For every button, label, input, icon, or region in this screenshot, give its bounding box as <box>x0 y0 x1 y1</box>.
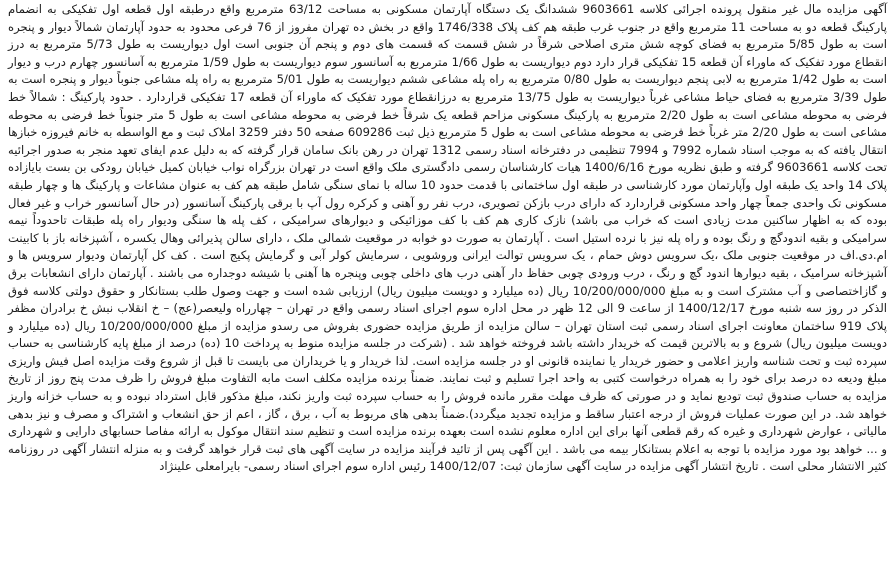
notice-body: آگهی مزایده مال غیر منقول پرونده اجرائی کلاسه 9603661 ششدانگ یک دستگاه آپارتمان مسکونی به مساحت 63/12 مترمربع واقع درطبقه اول قطعه اول تفکیکی به انضمام پارکینگ قطعه دو به مساحت 11 مترمربع واقع در جنوب غرب طبقه هم کف پلاک 1746/338 واقع در بخش ده تهران مفروز از 76 فرعی محدود به حدود آپارتمان شمالاً دیوار و پنجره است به طول 5/85 مترمربع به فضای کوچه شش متری اصلاحی شرقاً در شش قسمت که قسمت های دوم و پنجم آن جنوبی است اول دیواریست به طول 5/73 مترمربع به درز انقطاع مورد تفکیک که ماوراء آن قطعه 15 تفکیکی قرار دارد دوم دیواریست به طول 1/66 مترمربع به آسانسور سوم دیواریست به طول 1/59 مترمربع به آسانسور چهارم درب و دیوار است به طول 1/42 مترمربع به لابی پنجم دیواریست به طول 0/80 مترمربع به راه پله مشاعی ششم دیواریست به طول 5/01 مترمربع به راه پله مشاعی جنوباً دیوار و پنجره است به طول 3/39 مترمربع به فضای حیاط مشاعی غرباً دیواریست به طول 13/75 مترمربع به درزانقطاع مورد تفکیک که ماوراء آن قطعه 17 تفکیکی قراردارد . حدود پارکینگ : شمالاً خط فرضی به محوطه مشاعی است به طول 2/20 مترمربع به پارکینگ مسکونی مزاحم قطعه یک شرقاً خط فرضی به محوطه مشاعی است به طول 5 متر جنوباً خط فرضی به محوطه مشاعی است به طول 2/20 متر غرباً خط فرضی به محوطه مشاعی است به طول 5 مترمربع ذیل ثبت 609286 صفحه 50 دفتر 3259 املاک ثبت و مع الواسطه به خانم فیروزه خبازها انتقال یافته که به موجب اسناد شماره 7992 و 7994 تنظیمی در دفترخانه اسناد رسمی 1312 تهران در رهن بانک سامان قرار گرفته که به دلیل عدم ایفای تعهد منجر به صدور اجرائیه تحت کلاسه 9603661 گرفته و طبق نظریه مورخ 1400/6/16 هیات کارشناسان رسمی دادگستری ملک واقع است در تهران بزرگراه نواب خیابان کمیل خیابان رودکی بن بست بایازاده پلاک 14 واحد یک طبقه اول وآپارتمان مورد کارشناسی در طبقه اول ساختمانی با قدمت حدود 10 ساله با نمای سنگی شامل طبقه هم کف به عنوان مشاعات و پارکینگ ها و چهار طبقه مسکونی تک واحدی جمعاً چهار واحد مسکونی قراردارد که دارای درب بازکن تصویری، درب نفر رو آهنی و کرکره رول آپ با برقی پارکینگ آسانسور (در حال آسانسور خراب و غیر فعال بوده که به اظهار ساکنین مدت زیادی است که خراب می باشد) نازک کاری هم کف با کف موزائیکی و دیوارهای سرامیکی ، کف پله ها سنگی ودیوار راه پله طبقات تاحدوداً نیمه سرامیکی و بقیه اندودگچ و رنگ بوده و راه پله نیز با نرده استیل است . آپارتمان به صورت دو خوابه در موقعیت شمالی ملک ، دارای سالن پذیرائی وهال یکسره ، آشپزخانه باز با کابینت ام.دی.اف در موقعیت جنوبی ملک ،یک سرویس دوش حمام ، یک سرویس توالت ایرانی وروشویی ، سرمایش کولر آبی و گرمایش پکیج است . کف کل آپارتمان ودیوار سرویس ها و آشپزخانه سرامیک ، بقیه دیوارها اندود گچ و رنگ ، درب ورودی چوبی حفاظ دار آهنی درب های داخلی چوبی وپنجره ها آهنی با شیشه دوجداره می باشند . آپارتمان دارای انشعابات برق و گازاختصاصی و آب مشترک است و به مبلغ 10/200/000/000 ریال (ده میلیارد و دویست میلیون ریال) ارزیابی شده است و جهت وصول طلب بستانکار و حقوق دولتی کلاسه فوق الذکر در روز سه شنبه مورخ 1400/12/17 از ساعت 9 الی 12 ظهر در محل اداره سوم اجرای اسناد رسمی واقع در تهران – چهارراه ولیعصر(عج) – خ انقلاب نبش خ برادران مظفر پلاک 919 ساختمان معاونت اجرای اسناد رسمی ثبت استان تهران – سالن مزایده از طریق مزایده حضوری بفروش می رسدو مزایده از مبلغ 10/200/000/000 ریال (ده میلیارد و دویست میلیون ریال) شروع و به بالاترین قیمت که خریدار داشته باشد فروخته خواهد شد . (شرکت در جلسه مزایده منوط به پرداخت 10 (ده) درصد از مبلغ پایه کارشناسی به حساب سپرده ثبت و تحت شناسه واریز اعلامی و حضور خریدار یا نماینده قانونی او در جلسه مزایده است. لذا خریدار و یا خریداران می بایست تا قبل از شروع وقت مزایده اصل فیش واریزی مبلغ ودیعه ده درصد برای خود را به همراه درخواست کتبی به واحد اجرا تسلیم و ثبت نمایند. ضمناً برنده مزایده مکلف است مابه التفاوت مبلغ فروش را ظرف مدت پنج روز از تاریخ مزایده به حساب صندوق ثبت تودیع نماید و در صورتی که ظرف مهلت مقرر مانده فروش را به حساب سپرده ثبت واریز نکند، مبلغ مذکور قابل استرداد نبوده و به حساب خزانه واریز خواهد شد. در این صورت عملیات فروش از درجه اعتبار ساقط و مزایده تجدید میگردد).ضمناً بدهی های مربوط به آب ، برق ، گاز ، اعم از حق انشعاب و اشتراک و مصرف و نیز بدهی مالیاتی ، عوارض شهرداری و غیره که رقم قطعی آنها برای این اداره معلوم نشده است بعهده برنده مزایده است و تنظیم سند انتقال موکول به ارائه مفاصا حسابهای دارایی و شهرداری و ... خواهد بود مورد مزایده با توجه به اعلام بستانکار بیمه می باشد . این آگهی پس از تائید فرآیند مزایده در سایت آگهی های ثبت قرار خواهد گرفت و به منزله انتشار آگهی در روزنامه کثیر الانتشار محلی است . تاریخ انتشار آگهی مزایده در سایت آگهی سازمان ثبت: 1400/12/07 رئیس اداره سوم اجرای اسناد رسمی- <box>8 2 888 474</box>
notice-paragraph <box>8 1 887 476</box>
notice-signature: بایرامعلی علینژاد <box>159 459 241 474</box>
